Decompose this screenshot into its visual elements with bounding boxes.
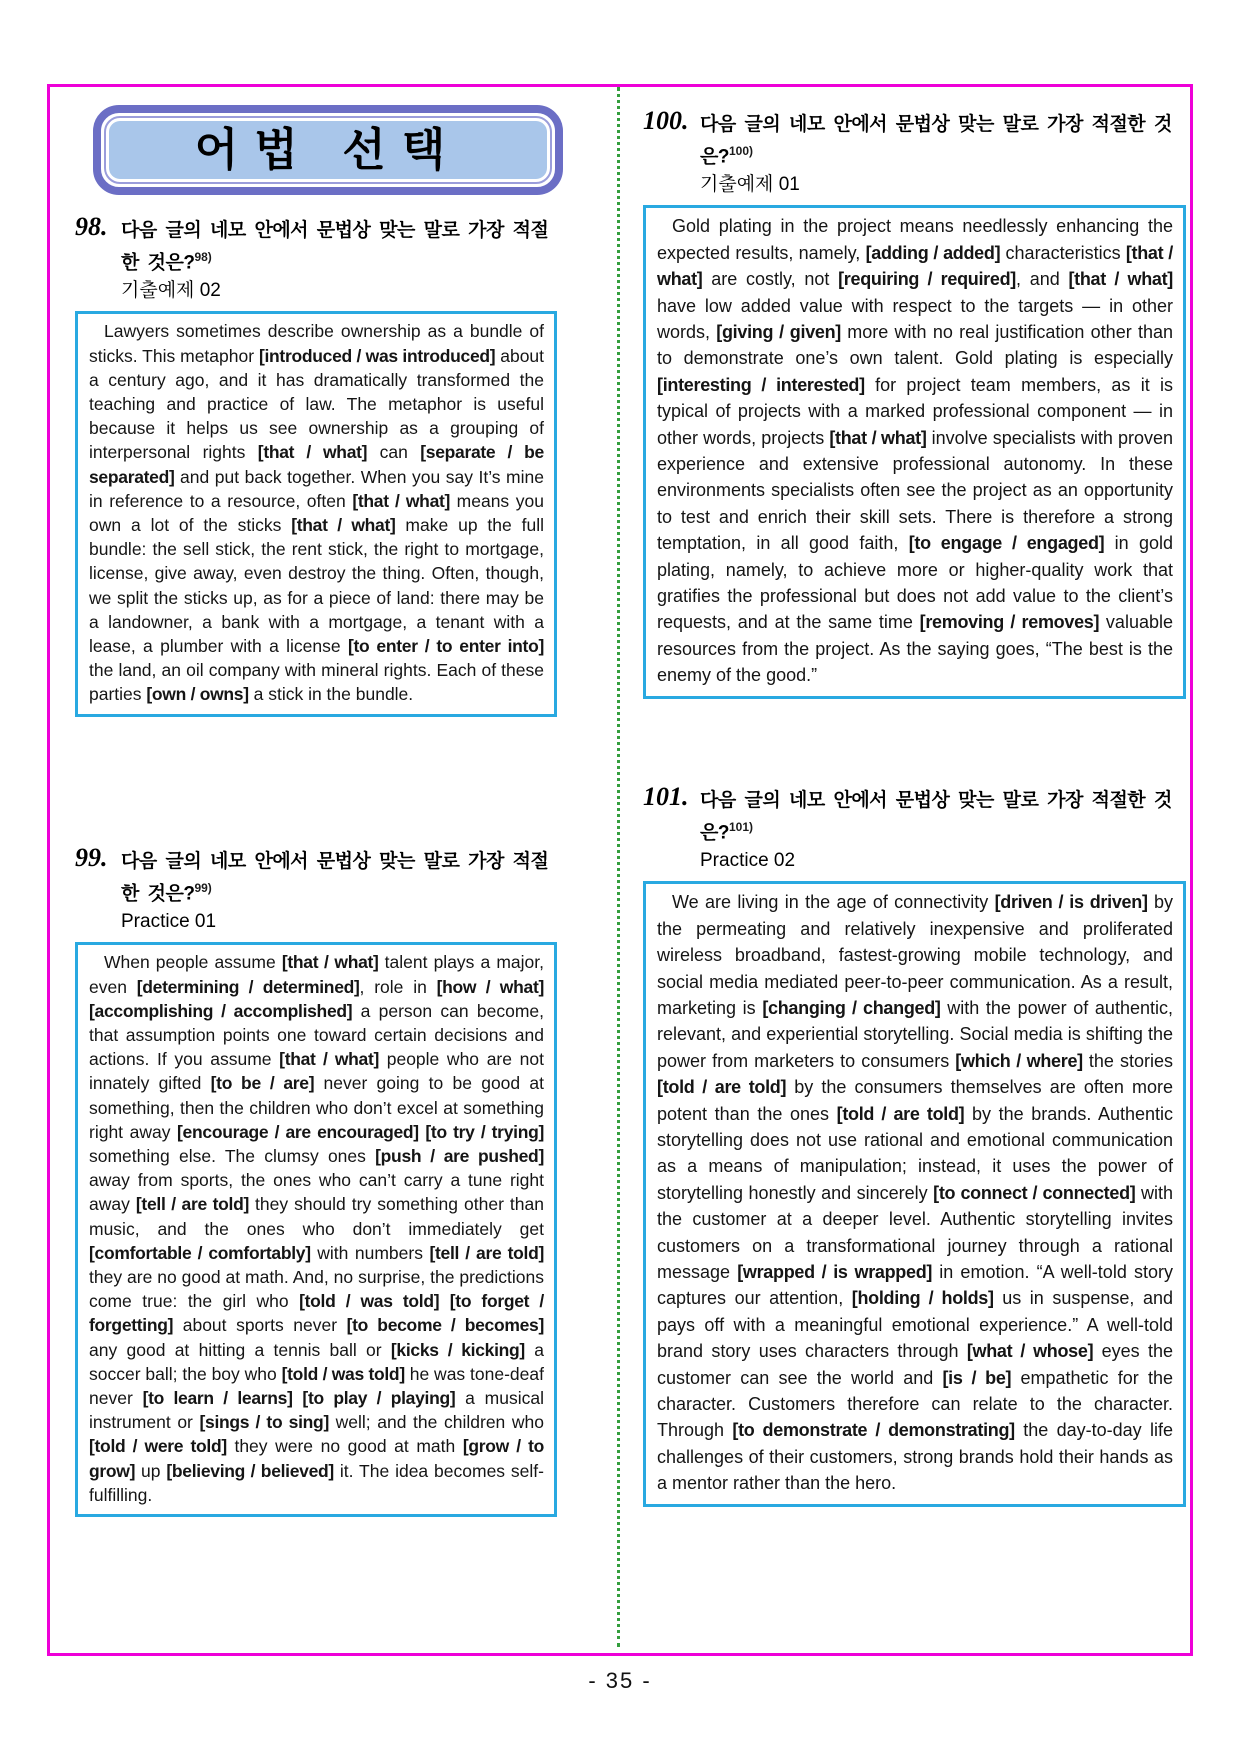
footnote-marker: 100) — [728, 144, 753, 158]
title-banner — [93, 105, 563, 195]
question-number: 101. — [643, 782, 689, 811]
passage-box — [643, 205, 1186, 698]
page-title: 어법 선택 — [109, 121, 547, 179]
question-prompt: 다음 글의 네모 안에서 문법상 맞는 말로 가장 적절한 것은? — [700, 114, 1172, 168]
passage-box — [75, 311, 557, 716]
footnote-marker: 101) — [728, 820, 753, 834]
question-prompt: 다음 글의 네모 안에서 문법상 맞는 말로 가장 적절한 것은? — [121, 851, 549, 905]
footnote-marker: 99) — [194, 881, 212, 895]
title-banner-inner-ring — [104, 116, 552, 184]
question-prompt: 다음 글의 네모 안에서 문법상 맞는 말로 가장 적절한 것은? — [121, 220, 549, 274]
question-100-header — [643, 106, 1186, 198]
footnote-marker: 98) — [194, 250, 212, 264]
passage-box — [75, 942, 557, 1517]
question-101 — [643, 782, 1186, 1507]
passage-text: When people assume [that / what] talent plays a major, even [determining / determined], role in [how / what] [accomplishing / accomplished] a person can become, that assumption points one toward certain decisions and actions. If you assume [that / what] people who are not innately gifted [to be / are] never going to be good at something, then the children who don’t excel at something right away [encourage / are encouraged] [to try / trying] something else. The clumsy ones [push / are pushed] away from sports, the ones who can’t carry a tune right away [tell / are told] they should try something other than music, and the ones who don’t immediately get [comfortable / comfortably] with numbers [tell / are told] they are no good at math. And, no surprise, the predictions come true: the girl who [told / was told] [to forget / forgetting] about sports never [to become / becomes] any good at hitting a tennis ball or [kicks / kicking] a soccer ball; the boy who [told / was told] he was tone-deaf never [to learn / learns] [to play / playing] a musical instrument or [sings / to sing] well; and the children who [told / were told] they were no good at math [grow / to grow] up [believing / believed] it. The idea becomes self-fulfilling. — [89, 952, 545, 1505]
question-99-header — [75, 843, 557, 935]
question-source: 기출예제 02 — [121, 280, 221, 302]
question-98 — [75, 212, 557, 717]
question-98-header — [75, 212, 557, 304]
question-number: 100. — [643, 106, 689, 135]
question-101-header — [643, 782, 1186, 874]
passage-text: Gold plating in the project means needlessly enhancing the expected results, namely, [adding / added] characteristics [that / what] are costly, not [requiring / required], and [that / what] have low added value with respect to the targets — in other words, [giving / given] more with no real justification other than to demonstrate one’s own talent. Gold plating is especially [interesting / interested] for project team members, as it is typical of projects with a marked professional component — in other words, projects [that / what] involve specialists with proven experience and extensive professional autonomy. In these environments specialists often see the project as an opportunity to test and enrich their skill sets. There is therefore a strong temptation, in all good faith, [to engage / engaged] in gold plating, namely, to achieve more or higher-quality work that gratifies the professional but does not add value to the client’s requests, and at the same time [removing / removes] valuable resources from the project. As the saying goes, “The best is the enemy of the good.” — [657, 216, 1173, 686]
question-source: Practice 02 — [700, 850, 796, 872]
question-prompt: 다음 글의 네모 안에서 문법상 맞는 말로 가장 적절한 것은? — [700, 790, 1172, 844]
question-number: 98. — [75, 212, 108, 241]
question-number: 99. — [75, 843, 108, 872]
question-source: Practice 01 — [121, 911, 217, 933]
passage-box — [643, 881, 1186, 1506]
question-99 — [75, 843, 557, 1517]
passage-text: We are living in the age of connectivity [driven / is driven] by the permeating and relatively inexpensive and proliferated wireless broadband, fastest-growing mobile technology, and social media mediated peer-to-peer communication. As a result, marketing is [changing / changed] with the power of authentic, relevant, and experiential storytelling. Social media is shifting the power from marketers to consumers [which / where] the stories [told / are told] by the consumers themselves are often more potent than the ones [told / are told] by the brands. Authentic storytelling does not use rational and emotional communication as a means of manipulation; instead, it uses the power of storytelling honestly and sincerely [to connect / connected] with the customer at a deeper level. Authentic storytelling invites customers on a transformational journey through a rational message [wrapped / is wrapped] in emotion. “A well-told story captures our attention, [holding / holds] us in suspense, and pays off with a meaningful emotional experience.” A well-told brand story uses characters through [what / whose] eyes the customer can see the world and [is / be] empathetic for the character. Customers therefore can relate to the character. Through [to demonstrate / demonstrating] the day-to-day life challenges of their customers, strong brands hold their hands as a mentor rather than the hero. — [657, 892, 1174, 1494]
page-number: - 35 - — [588, 1668, 652, 1693]
question-100 — [643, 106, 1186, 699]
passage-text: Lawyers sometimes describe ownership as a bundle of sticks. This metaphor [introduced / was introduced] about a century ago, and it has dramatically transformed the teaching and practice of law. The metaphor is useful because it helps us see ownership as a grouping of interpersonal rights [that / what] can [separate / be separated] and put back together. When you say It’s mine in reference to a resource, often [that / what] means you own a lot of the sticks [that / what] make up the full bundle: the sell stick, the rent stick, the right to mortgage, license, give away, even destroy the thing. Often, though, we split the sticks up, as for a piece of land: there may be a landowner, a bank with a mortgage, a tenant with a lease, a plumber with a license [to enter / to enter into] the land, an oil company with mineral rights. Each of these parties [own / owns] a stick in the bundle. — [89, 321, 545, 705]
column-divider — [617, 87, 620, 1647]
question-source: 기출예제 01 — [700, 174, 800, 196]
